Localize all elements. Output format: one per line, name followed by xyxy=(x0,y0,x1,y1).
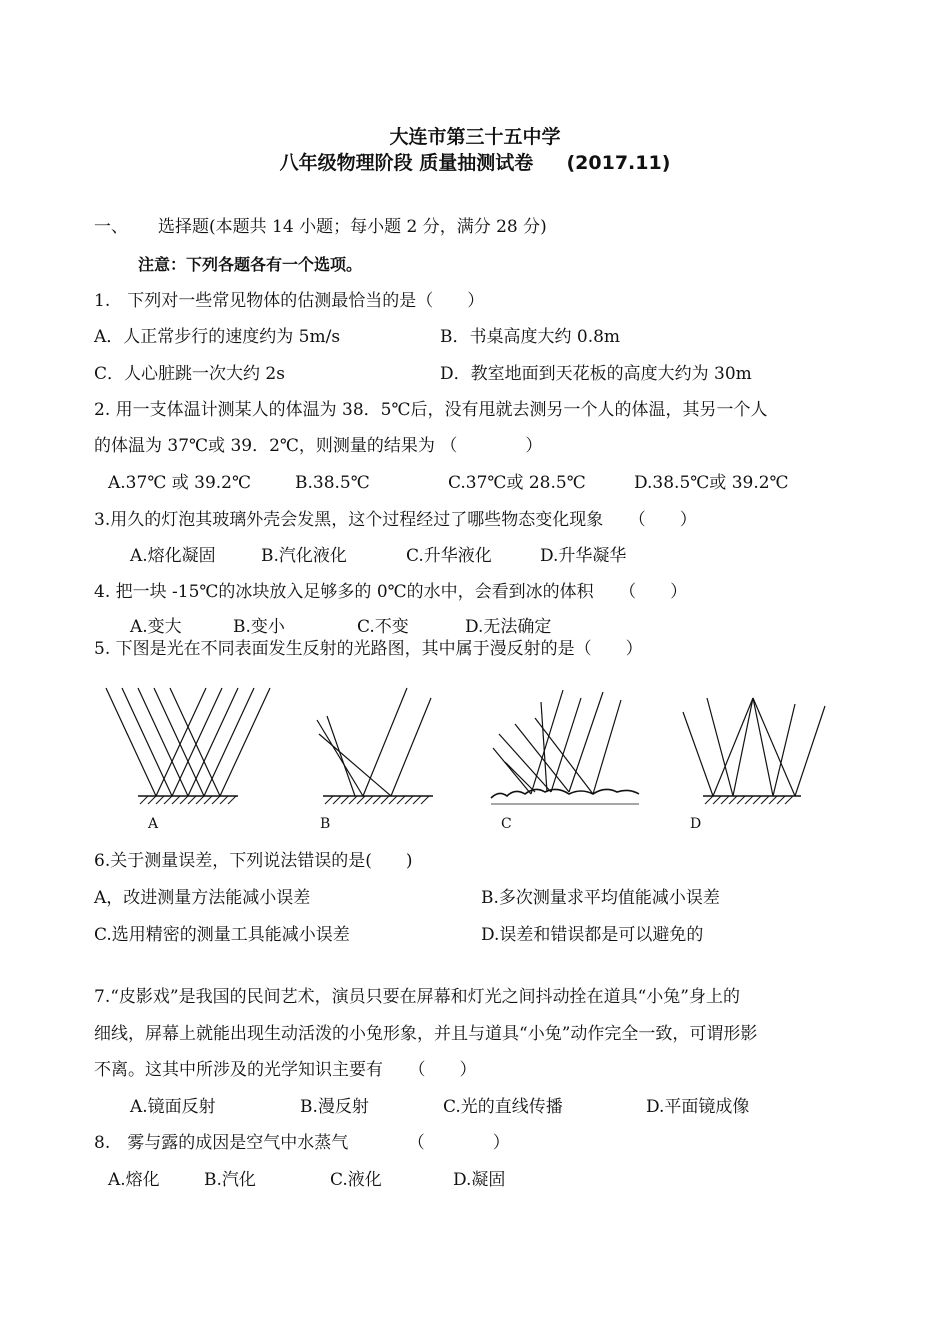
question-2-option-c: C.37℃或 28.5℃ xyxy=(448,473,586,493)
question-1-option-d: D．教室地面到天花板的高度大约为 30m xyxy=(440,364,752,384)
question-6-stem: 6.关于测量误差，下列说法错误的是( ) xyxy=(94,851,413,871)
figure-label-a: A xyxy=(148,816,159,832)
question-8-option-a: A.熔化 xyxy=(108,1170,160,1190)
question-7-option-a: A.镜面反射 xyxy=(130,1097,216,1117)
question-8-option-b: B.汽化 xyxy=(204,1170,256,1190)
question-2-option-d: D.38.5℃或 39.2℃ xyxy=(634,473,789,493)
question-6-option-c: C.选用精密的测量工具能减小误差 xyxy=(94,925,350,945)
reflection-figure-c xyxy=(485,682,645,806)
question-3-option-d: D.升华凝华 xyxy=(540,546,627,566)
question-4-option-c: C.不变 xyxy=(357,617,409,637)
question-6-option-b: B.多次测量求平均值能减小误差 xyxy=(481,888,720,908)
question-2-stem-cont: 的体温为 37℃或 39．2℃，则测量的结果为 （ ） xyxy=(94,436,543,456)
question-4-option-a: A.变大 xyxy=(130,617,182,637)
question-1-option-b: B．书桌高度大约 0.8m xyxy=(440,327,621,347)
question-3-option-b: B.汽化液化 xyxy=(261,546,347,566)
question-5-stem: 5. 下图是光在不同表面发生反射的光路图，其中属于漫反射的是（ ） xyxy=(94,639,643,659)
exam-date: (2017.11) xyxy=(566,152,671,174)
question-4-option-d: D.无法确定 xyxy=(465,617,552,637)
reflection-figure-d xyxy=(675,682,835,806)
section-title: 选择题(本题共 14 小题；每小题 2 分，满分 28 分) xyxy=(158,217,547,237)
figure-label-b: B xyxy=(320,816,331,832)
figure-label-d: D xyxy=(690,816,702,832)
question-7-stem: 7.“皮影戏”是我国的民间艺术，演员只要在屏幕和灯光之间抖动拴在道具“小兔”身上的 xyxy=(94,987,740,1007)
reflection-figure-a xyxy=(100,682,280,806)
question-7-option-b: B.漫反射 xyxy=(300,1097,369,1117)
school-name: 大连市第三十五中学 xyxy=(389,126,561,148)
exam-title: 八年级物理阶段 质量抽测试卷 xyxy=(279,152,534,174)
question-1-stem: 1. 下列对一些常见物体的估测最恰当的是（ ） xyxy=(94,291,485,311)
question-8-option-d: D.凝固 xyxy=(453,1170,506,1190)
question-7-stem-line2: 细线，屏幕上就能出现生动活泼的小兔形象，并且与道具“小兔”动作完全一致，可谓形影 xyxy=(94,1024,758,1044)
question-3-stem: 3.用久的灯泡其玻璃外壳会发黑，这个过程经过了哪些物态变化现象 （ ） xyxy=(94,510,697,530)
question-7-option-d: D.平面镜成像 xyxy=(646,1097,750,1117)
question-8-stem: 8. 雾与露的成因是空气中水蒸气 （ ） xyxy=(94,1133,510,1153)
question-2-option-b: B.38.5℃ xyxy=(295,473,370,493)
question-1-option-a: A．人正常步行的速度约为 5m/s xyxy=(94,327,341,347)
question-2-option-a: A.37℃ 或 39.2℃ xyxy=(108,473,252,493)
question-3-option-a: A.熔化凝固 xyxy=(130,546,216,566)
section-note: 注意：下列各题各有一个选项。 xyxy=(138,255,363,274)
question-4-stem: 4. 把一块 -15℃的冰块放入足够多的 0℃的水中，会看到冰的体积 （ ） xyxy=(94,582,688,602)
figure-label-c: C xyxy=(501,816,512,832)
question-7-stem-line3: 不离。这其中所涉及的光学知识主要有 （ ） xyxy=(94,1060,477,1080)
question-1-option-c: C．人心脏跳一次大约 2s xyxy=(94,364,285,384)
question-3-option-c: C.升华液化 xyxy=(406,546,492,566)
question-7-option-c: C.光的直线传播 xyxy=(443,1097,563,1117)
exam-title-line xyxy=(0,152,950,174)
question-6-option-a: A，改进测量方法能减小误差 xyxy=(94,888,311,908)
section-number: 一、 xyxy=(94,217,128,237)
question-8-option-c: C.液化 xyxy=(330,1170,382,1190)
question-2-stem: 2. 用一支体温计测某人的体温为 38．5℃后，没有甩就去测另一个人的体温，其另一个人 xyxy=(94,400,768,420)
question-4-option-b: B.变小 xyxy=(233,617,285,637)
reflection-figure-b xyxy=(305,682,455,806)
question-6-option-d: D.误差和错误都是可以避免的 xyxy=(481,925,704,945)
